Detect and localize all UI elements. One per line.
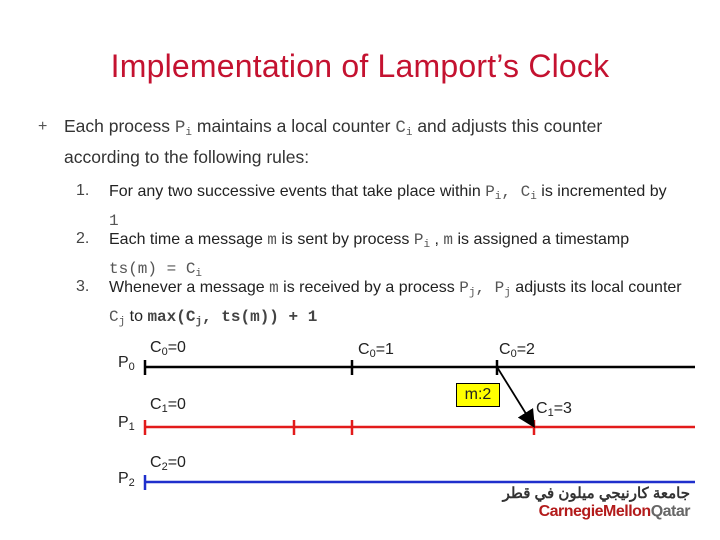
intro-text: Each process $P_i$ maintains a local counter $C_i$ and adjusts this counter according to the following rules: <box>64 116 603 167</box>
clock-label-c0-init: $C_0=0$ <box>150 339 186 358</box>
clock-label-c0-event2: $C_0=2$ <box>499 341 535 360</box>
university-logo <box>502 484 690 524</box>
slide-title: Implementation of Lamport’s Clock <box>110 48 610 84</box>
clock-label-c0-event1: $C_0=1$ <box>358 341 394 360</box>
rule-number: 1. <box>76 182 90 199</box>
process-label-p2: $P_2$ <box>118 470 135 489</box>
process-label-p0: $P_0$ <box>118 354 135 373</box>
logo-arabic-text: جامعة كارنيجي ميلون في قطر <box>502 485 690 502</box>
clock-label-c1-init: $C_1=0$ <box>150 396 186 415</box>
clock-label-c1-receive: $C_1=3$ <box>536 400 572 419</box>
message-label-box: m:2 <box>456 383 500 407</box>
clock-label-c2-init: $C_2=0$ <box>150 454 186 473</box>
rule-number: 3. <box>76 278 90 295</box>
rule-number: 2. <box>76 230 90 247</box>
logo-english-text: CarnegieMellonQatar <box>538 503 690 520</box>
rule-item: Whenever a message m is received by a process $P_j$, $P_j$ adjusts its local counter $C_j$ to $\max(C_j$, ts(m)) + 1 <box>109 279 682 328</box>
rule-item: Each time a message m is sent by process $P_i$ , m is assigned a timestamp $ts(m) = C_i$ <box>109 231 630 280</box>
process-label-p1: $P_1$ <box>118 414 135 433</box>
message-arrow <box>497 367 533 425</box>
rule-item: For any two successive events that take place within $P_i$, $C_i$ is incremented by 1 <box>109 183 667 230</box>
bullet-marker: + <box>38 118 48 135</box>
